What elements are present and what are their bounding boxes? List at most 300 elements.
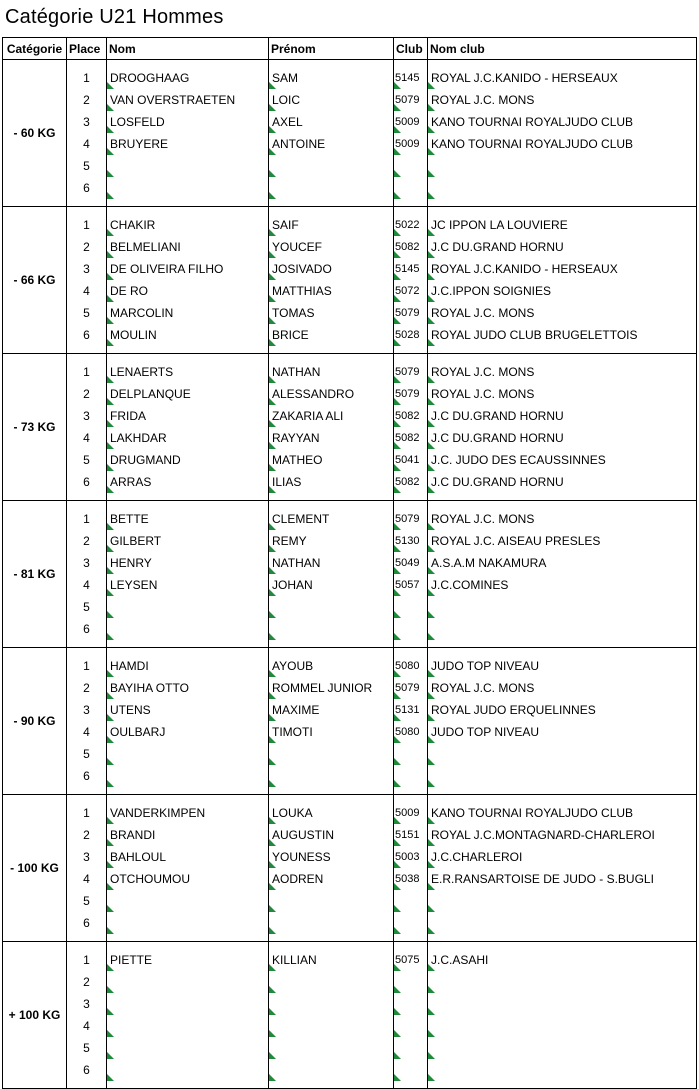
prenom-text: CLEMENT — [272, 512, 330, 526]
comment-marker-icon — [394, 1052, 401, 1059]
comment-marker-icon — [394, 758, 401, 765]
comment-marker-icon — [107, 589, 114, 596]
place-cell: 3 — [83, 262, 90, 276]
prenom-cell — [269, 890, 393, 912]
club-text: 5003 — [395, 851, 420, 863]
prenom-cell — [269, 177, 393, 199]
nom-club-cell — [428, 1037, 696, 1059]
comment-marker-icon — [428, 82, 435, 89]
club-text: 5145 — [395, 72, 420, 84]
place-cell: 4 — [83, 1019, 90, 1033]
nom-cell — [107, 530, 268, 552]
table-row — [3, 405, 697, 427]
nom-club-cell — [428, 868, 696, 890]
comment-marker-icon — [107, 523, 114, 530]
nom-club-cell — [428, 449, 696, 471]
comment-marker-icon — [269, 670, 276, 677]
comment-marker-icon — [107, 611, 114, 618]
club-cell — [394, 324, 427, 346]
club-cell — [394, 655, 427, 677]
nom-club-cell — [428, 846, 696, 868]
nom-club-cell — [428, 552, 696, 574]
prenom-cell — [269, 824, 393, 846]
prenom-cell — [269, 677, 393, 699]
table-row — [3, 1059, 697, 1081]
comment-marker-icon — [269, 714, 276, 721]
nom-cell — [107, 743, 268, 765]
place-cell: 2 — [83, 240, 90, 254]
comment-marker-icon — [269, 964, 276, 971]
nom-club-cell — [428, 258, 696, 280]
nom-cell — [107, 765, 268, 787]
prenom-cell — [269, 155, 393, 177]
category-label: - 66 KG — [3, 207, 67, 354]
table-row — [3, 743, 697, 765]
table-row — [3, 655, 697, 677]
comment-marker-icon — [107, 633, 114, 640]
nom-text: BELMELIANI — [110, 240, 181, 254]
nom-club-cell — [428, 302, 696, 324]
nom-club-cell — [428, 912, 696, 934]
nom-club-cell — [428, 67, 696, 89]
comment-marker-icon — [107, 567, 114, 574]
nom-club-text: ROYAL J.C. MONS — [431, 365, 535, 379]
comment-marker-icon — [394, 295, 401, 302]
comment-marker-icon — [394, 170, 401, 177]
comment-marker-icon — [394, 523, 401, 530]
comment-marker-icon — [428, 192, 435, 199]
club-text: 5079 — [395, 366, 420, 378]
nom-cell — [107, 890, 268, 912]
prenom-cell — [269, 846, 393, 868]
prenom-cell — [269, 383, 393, 405]
table-row — [3, 949, 697, 971]
nom-text: HAMDI — [110, 659, 149, 673]
club-cell — [394, 743, 427, 765]
table-row — [3, 89, 697, 111]
nom-text: LENAERTS — [110, 365, 174, 379]
comment-marker-icon — [107, 317, 114, 324]
prenom-cell — [269, 743, 393, 765]
comment-marker-icon — [394, 317, 401, 324]
nom-club-text: J.C DU.GRAND HORNU — [431, 431, 564, 445]
comment-marker-icon — [269, 780, 276, 787]
club-text: 5028 — [395, 329, 420, 341]
nom-club-cell — [428, 471, 696, 493]
club-text: 5082 — [395, 476, 420, 488]
comment-marker-icon — [107, 1074, 114, 1081]
comment-marker-icon — [394, 589, 401, 596]
club-cell — [394, 846, 427, 868]
comment-marker-icon — [428, 464, 435, 471]
comment-marker-icon — [269, 589, 276, 596]
comment-marker-icon — [394, 611, 401, 618]
club-text: 5082 — [395, 432, 420, 444]
club-cell — [394, 949, 427, 971]
nom-cell — [107, 699, 268, 721]
comment-marker-icon — [428, 758, 435, 765]
comment-marker-icon — [107, 295, 114, 302]
comment-marker-icon — [107, 126, 114, 133]
comment-marker-icon — [394, 905, 401, 912]
comment-marker-icon — [428, 104, 435, 111]
comment-marker-icon — [394, 839, 401, 846]
nom-club-cell — [428, 236, 696, 258]
place-cell: 5 — [83, 600, 90, 614]
nom-club-cell — [428, 971, 696, 993]
table-row — [3, 324, 697, 346]
table-row — [3, 258, 697, 280]
nom-club-text: A.S.A.M NAKAMURA — [431, 556, 547, 570]
nom-club-text: J.C.IPPON SOIGNIES — [431, 284, 552, 298]
nom-cell — [107, 258, 268, 280]
comment-marker-icon — [269, 464, 276, 471]
comment-marker-icon — [107, 927, 114, 934]
category-label: + 100 KG — [3, 942, 67, 1089]
comment-marker-icon — [269, 1030, 276, 1037]
comment-marker-icon — [107, 170, 114, 177]
nom-cell — [107, 552, 268, 574]
header-nom-club: Nom club — [428, 38, 697, 60]
nom-club-cell — [428, 596, 696, 618]
table-row — [3, 765, 697, 787]
comment-marker-icon — [394, 670, 401, 677]
table-row — [3, 133, 697, 155]
club-cell — [394, 574, 427, 596]
nom-cell — [107, 868, 268, 890]
nom-text: UTENS — [110, 703, 151, 717]
comment-marker-icon — [269, 420, 276, 427]
nom-club-cell — [428, 89, 696, 111]
comment-marker-icon — [428, 273, 435, 280]
nom-text: LAKHDAR — [110, 431, 167, 445]
nom-cell — [107, 912, 268, 934]
comment-marker-icon — [107, 398, 114, 405]
nom-club-text: ROYAL J.C. AISEAU PRESLES — [431, 534, 601, 548]
comment-marker-icon — [107, 986, 114, 993]
place-cell: 2 — [83, 387, 90, 401]
nom-club-cell — [428, 508, 696, 530]
comment-marker-icon — [394, 1030, 401, 1037]
place-cell: 4 — [83, 725, 90, 739]
prenom-text: NATHAN — [272, 556, 321, 570]
nom-text: BAHLOUL — [110, 850, 167, 864]
comment-marker-icon — [394, 251, 401, 258]
club-cell — [394, 699, 427, 721]
nom-club-cell — [428, 824, 696, 846]
prenom-cell — [269, 971, 393, 993]
comment-marker-icon — [269, 104, 276, 111]
table-row — [3, 530, 697, 552]
prenom-cell — [269, 67, 393, 89]
prenom-cell — [269, 530, 393, 552]
club-cell — [394, 596, 427, 618]
nom-club-text: ROYAL J.C.KANIDO - HERSEAUX — [431, 71, 618, 85]
nom-text: BAYIHA OTTO — [110, 681, 189, 695]
comment-marker-icon — [428, 964, 435, 971]
club-cell — [394, 89, 427, 111]
club-text: 5079 — [395, 513, 420, 525]
nom-club-text: E.R.RANSARTOISE DE JUDO - S.BUGLI — [431, 872, 654, 886]
comment-marker-icon — [428, 839, 435, 846]
comment-marker-icon — [269, 273, 276, 280]
prenom-cell — [269, 302, 393, 324]
club-text: 5130 — [395, 535, 420, 547]
nom-club-cell — [428, 574, 696, 596]
prenom-cell — [269, 699, 393, 721]
place-cell: 3 — [83, 703, 90, 717]
nom-cell — [107, 133, 268, 155]
comment-marker-icon — [269, 295, 276, 302]
prenom-text: MATHEO — [272, 453, 323, 467]
prenom-text: ILIAS — [272, 475, 302, 489]
category-block — [3, 501, 697, 648]
nom-club-text: JC IPPON LA LOUVIERE — [431, 218, 568, 232]
comment-marker-icon — [107, 736, 114, 743]
nom-club-text: ROYAL J.C. MONS — [431, 387, 535, 401]
prenom-cell — [269, 655, 393, 677]
nom-text: LOSFELD — [110, 115, 165, 129]
comment-marker-icon — [269, 398, 276, 405]
place-cell: 1 — [83, 512, 90, 526]
prenom-text: MAXIME — [272, 703, 320, 717]
club-text: 5145 — [395, 263, 420, 275]
prenom-text: MATTHIAS — [272, 284, 332, 298]
prenom-text: YOUNESS — [272, 850, 331, 864]
table-row — [3, 214, 697, 236]
comment-marker-icon — [107, 714, 114, 721]
nom-club-cell — [428, 383, 696, 405]
club-cell — [394, 258, 427, 280]
place-cell: 3 — [83, 115, 90, 129]
nom-cell — [107, 111, 268, 133]
club-cell — [394, 133, 427, 155]
table-row — [3, 1015, 697, 1037]
comment-marker-icon — [428, 442, 435, 449]
nom-cell — [107, 405, 268, 427]
category-block — [3, 648, 697, 795]
nom-text: PIETTE — [110, 953, 153, 967]
results-table — [2, 37, 697, 1089]
prenom-cell — [269, 802, 393, 824]
club-cell — [394, 890, 427, 912]
nom-cell — [107, 846, 268, 868]
place-cell: 5 — [83, 747, 90, 761]
club-cell — [394, 868, 427, 890]
prenom-text: JOHAN — [272, 578, 313, 592]
nom-club-text: J.C DU.GRAND HORNU — [431, 240, 564, 254]
comment-marker-icon — [428, 339, 435, 346]
prenom-text: ZAKARIA ALI — [272, 409, 344, 423]
nom-text: VAN OVERSTRAETEN — [110, 93, 236, 107]
club-text: 5038 — [395, 873, 420, 885]
nom-club-text: ROYAL J.C. MONS — [431, 93, 535, 107]
comment-marker-icon — [428, 670, 435, 677]
comment-marker-icon — [269, 758, 276, 765]
nom-cell — [107, 1059, 268, 1081]
comment-marker-icon — [428, 486, 435, 493]
table-row — [3, 280, 697, 302]
club-cell — [394, 405, 427, 427]
comment-marker-icon — [269, 317, 276, 324]
comment-marker-icon — [107, 464, 114, 471]
place-cell: 4 — [83, 431, 90, 445]
prenom-cell — [269, 1015, 393, 1037]
nom-club-text: ROYAL J.C. MONS — [431, 681, 535, 695]
comment-marker-icon — [107, 273, 114, 280]
nom-cell — [107, 280, 268, 302]
nom-cell — [107, 971, 268, 993]
comment-marker-icon — [269, 839, 276, 846]
nom-club-cell — [428, 1059, 696, 1081]
table-row — [3, 971, 697, 993]
nom-club-cell — [428, 280, 696, 302]
nom-club-text: J.C.COMINES — [431, 578, 509, 592]
nom-text: MARCOLIN — [110, 306, 174, 320]
comment-marker-icon — [428, 611, 435, 618]
prenom-cell — [269, 574, 393, 596]
nom-club-cell — [428, 677, 696, 699]
place-cell: 3 — [83, 997, 90, 1011]
nom-cell — [107, 596, 268, 618]
prenom-cell — [269, 765, 393, 787]
nom-club-cell — [428, 361, 696, 383]
header-place: Place — [67, 38, 107, 60]
comment-marker-icon — [107, 251, 114, 258]
nom-text: OULBARJ — [110, 725, 166, 739]
place-cell: 5 — [83, 1041, 90, 1055]
place-cell: 1 — [83, 218, 90, 232]
prenom-text: KILLIAN — [272, 953, 317, 967]
comment-marker-icon — [269, 736, 276, 743]
category-label: - 60 KG — [3, 60, 67, 207]
nom-cell — [107, 574, 268, 596]
comment-marker-icon — [394, 986, 401, 993]
club-cell — [394, 214, 427, 236]
nom-text: DROOGHAAG — [110, 71, 190, 85]
comment-marker-icon — [428, 861, 435, 868]
nom-cell — [107, 427, 268, 449]
comment-marker-icon — [269, 192, 276, 199]
category-label: - 73 KG — [3, 354, 67, 501]
club-text: 5082 — [395, 410, 420, 422]
prenom-cell — [269, 236, 393, 258]
club-cell — [394, 530, 427, 552]
club-cell — [394, 67, 427, 89]
nom-text: CHAKIR — [110, 218, 156, 232]
prenom-text: ROMMEL JUNIOR — [272, 681, 373, 695]
prenom-text: JOSIVADO — [272, 262, 332, 276]
club-cell — [394, 677, 427, 699]
club-text: 5041 — [395, 454, 420, 466]
club-text: 5082 — [395, 241, 420, 253]
nom-club-text: KANO TOURNAI ROYALJUDO CLUB — [431, 806, 634, 820]
comment-marker-icon — [107, 376, 114, 383]
nom-cell — [107, 508, 268, 530]
nom-cell — [107, 1037, 268, 1059]
category-label: - 100 KG — [3, 795, 67, 942]
comment-marker-icon — [107, 1030, 114, 1037]
nom-club-text: ROYAL J.C.KANIDO - HERSEAUX — [431, 262, 618, 276]
comment-marker-icon — [107, 670, 114, 677]
nom-cell — [107, 1015, 268, 1037]
comment-marker-icon — [394, 82, 401, 89]
comment-marker-icon — [394, 633, 401, 640]
comment-marker-icon — [428, 523, 435, 530]
club-cell — [394, 802, 427, 824]
prenom-text: RAYYAN — [272, 431, 320, 445]
comment-marker-icon — [107, 486, 114, 493]
nom-club-cell — [428, 1015, 696, 1037]
club-cell — [394, 765, 427, 787]
nom-text: LEYSEN — [110, 578, 158, 592]
nom-cell — [107, 449, 268, 471]
comment-marker-icon — [269, 126, 276, 133]
nom-cell — [107, 471, 268, 493]
club-text: 5080 — [395, 726, 420, 738]
comment-marker-icon — [394, 192, 401, 199]
nom-text: GILBERT — [110, 534, 162, 548]
comment-marker-icon — [269, 523, 276, 530]
place-cell: 2 — [83, 828, 90, 842]
nom-text: BRUYERE — [110, 137, 169, 151]
club-cell — [394, 824, 427, 846]
nom-text: BRANDI — [110, 828, 156, 842]
comment-marker-icon — [428, 905, 435, 912]
comment-marker-icon — [428, 229, 435, 236]
comment-marker-icon — [394, 398, 401, 405]
prenom-text: AUGUSTIN — [272, 828, 335, 842]
table-row — [3, 383, 697, 405]
place-cell: 3 — [83, 556, 90, 570]
nom-club-cell — [428, 155, 696, 177]
nom-cell — [107, 383, 268, 405]
club-cell — [394, 471, 427, 493]
comment-marker-icon — [269, 486, 276, 493]
comment-marker-icon — [269, 927, 276, 934]
comment-marker-icon — [428, 567, 435, 574]
comment-marker-icon — [107, 229, 114, 236]
comment-marker-icon — [269, 986, 276, 993]
club-cell — [394, 236, 427, 258]
comment-marker-icon — [428, 398, 435, 405]
comment-marker-icon — [394, 1074, 401, 1081]
comment-marker-icon — [394, 545, 401, 552]
table-row — [3, 677, 697, 699]
nom-club-cell — [428, 949, 696, 971]
club-text: 5075 — [395, 954, 420, 966]
prenom-cell — [269, 508, 393, 530]
prenom-text: LOUKA — [272, 806, 313, 820]
nom-club-cell — [428, 993, 696, 1015]
club-text: 5072 — [395, 285, 420, 297]
prenom-cell — [269, 721, 393, 743]
comment-marker-icon — [107, 192, 114, 199]
nom-club-cell — [428, 765, 696, 787]
header-club: Club — [394, 38, 428, 60]
prenom-cell — [269, 949, 393, 971]
club-text: 5131 — [395, 704, 420, 716]
comment-marker-icon — [394, 376, 401, 383]
comment-marker-icon — [269, 611, 276, 618]
prenom-text: SAM — [272, 71, 299, 85]
place-cell: 6 — [83, 1063, 90, 1077]
table-row — [3, 868, 697, 890]
place-cell: 5 — [83, 306, 90, 320]
club-text: 5080 — [395, 660, 420, 672]
prenom-cell — [269, 471, 393, 493]
table-row — [3, 302, 697, 324]
